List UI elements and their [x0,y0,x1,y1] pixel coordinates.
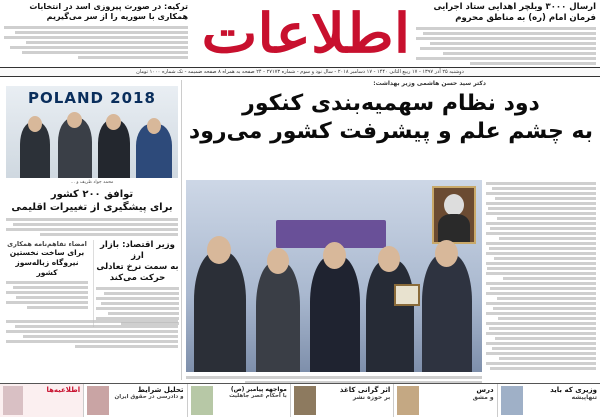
main-headline-2: به چشم علم و پیشرفت کشور می‌رود [188,119,594,145]
bottom-item-title: اثر گرانی کاغذ [339,386,391,394]
top-left-headline-2: همکاری با سوریه را از سر می‌گیریم [46,12,188,22]
bottom-item[interactable] [497,384,600,417]
person-head [267,248,289,274]
bottom-strip [0,383,600,417]
bottom-item[interactable] [290,384,393,417]
person-figure [310,256,360,372]
person-head [323,242,346,269]
person-head [207,236,231,264]
econ-headline-1: وزیر اقتصاد: بازار ارز [100,240,175,262]
bottom-item[interactable] [393,384,496,417]
photo-banner: POLAND 2018 [28,89,156,107]
person-head [28,116,42,132]
econ-headline-2: به سمت نرخ تعادلی [96,262,179,273]
bottom-item-title: اطلاعیه‌ها [46,386,81,394]
bottom-item-sub: و مشق [472,394,494,401]
bottom-item-title: وزیری که باید [550,386,597,394]
thumbnail [294,386,316,415]
side-headline-2: برای ساخت نخستین [9,248,85,258]
bottom-item-title: درس [476,386,494,394]
masthead-logo: اطلاعات [201,1,411,65]
person-figure [256,262,300,372]
top-right-headline-2: فرمان امام (ره) به مناطق محروم [455,13,596,24]
photo-caption: محمد جواد ظریف و ... [70,180,114,185]
thumbnail [87,386,109,415]
top-left-news [4,2,188,61]
portrait-frame [432,186,476,244]
award-plaque [394,284,420,306]
top-right-headline-1: ارسال ۳۰۰۰ ویلچر اهدایی ستاد اجرایی [433,2,596,12]
top-right-news [416,2,596,67]
person-head [378,246,400,272]
main-story-body [486,180,596,372]
bottom-item-sub: تنهاپیشه [571,394,597,401]
bottom-item-title: مواجهه پیامبر (ص) [230,386,287,393]
person-head [435,240,458,267]
climate-headline-1: توافق ۲۰۰ کشور [50,189,134,200]
person-head [67,112,82,128]
side-headline-1: امضاء تفاهم‌نامه همکاری [7,240,87,248]
summit-photo [6,86,178,178]
bottom-item-sub: با احکام عصر جاهلیت [229,393,287,399]
bottom-item[interactable] [83,384,186,417]
econ-headline-3: حرکت می‌کند [109,273,166,284]
side-headline-3: نیروگاه زباله‌سوز کشور [15,258,79,277]
top-left-headline-1: ترکیه: در صورت پیروزی اسد در انتخابات [29,2,188,11]
thumbnail [501,386,523,415]
main-photo [186,180,482,372]
thumbnail [3,386,23,415]
climate-headline-2: برای پیشگیری از تغییرات اقلیمی [11,202,173,213]
left-column [4,80,182,380]
person-head [147,118,161,134]
date-issue-bar: دوشنبه ۲۵ آذر ۱۳۹۷ - ۱۷ ربیع الثانی ۱۴۴۰ - ۱۷ دسامبر ۲۰۱۸ - سال نود و سوم - شماره ۲۷۱۷۳ - ۲۴ صفحه به همراه ۸ صفحه ضمیمه - تک شماره ۱۰۰۰ تومان [0,67,600,77]
thumbnail [397,386,419,415]
main-kicker: دکتر سید حسن هاشمی وزیر بهداشت: [373,80,486,87]
main-headline-1: دود نظام سهمیه‌بندی کنکور [242,90,540,116]
bottom-item[interactable] [0,384,83,417]
masthead [190,0,422,66]
person-figure [194,252,246,372]
person-head [106,114,121,130]
bottom-item-title: تحلیل شرایط [137,386,184,394]
person-figure [366,260,414,372]
person-figure [422,254,472,372]
bottom-item-sub: و دادرسی در حقوق ایران [114,394,184,400]
main-story [186,80,596,147]
bottom-item-sub: بر حوزه نشر [352,394,391,401]
thumbnail [191,386,213,415]
bottom-item[interactable] [187,384,290,417]
